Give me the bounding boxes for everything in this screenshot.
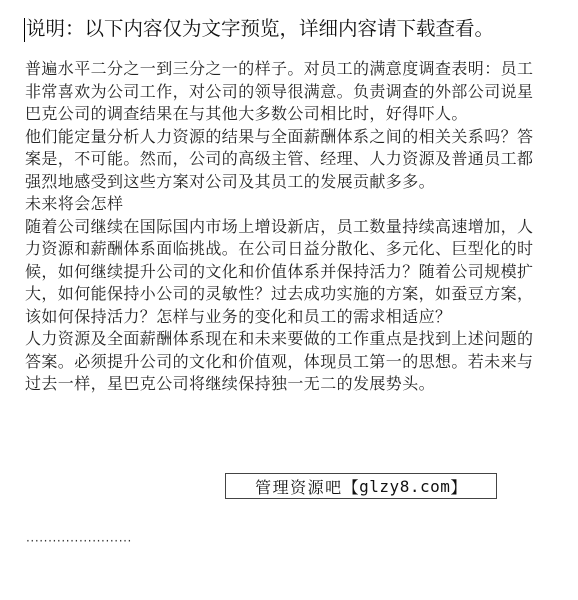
watermark-name: 管理资源吧 — [255, 477, 343, 497]
preview-notice: 说明：以下内容仅为文字预览，详细内容请下载查看。 — [26, 17, 495, 40]
text-cursor — [24, 18, 25, 42]
paragraph-challenges: 随着公司继续在国际国内市场上增设新店，员工数量持续高速增加，人力资源和薪酬体系面临挑战。在公司日益分散化、多元化、巨型化的时候，如何继续提升公司的文化和价值体系并保持活力？随着公司规模扩大，如何能保持小公司的灵敏性？过去成功实施的方案，如蚕豆方案，该如何保持活力？怎样与业务的变化和员工的需求相适应？ — [25, 216, 534, 326]
paragraph-correlation: 他们能定量分析人力资源的结果与全面薪酬体系之间的相关关系吗？答案是，不可能。然而，公司的高级主管、经理、人力资源及普通员工都强烈地感受到这些方案对公司及其员工的发展贡献多多。 — [25, 126, 534, 191]
paragraph-satisfaction: 普遍水平二分之一到三分之一的样子。对员工的满意度调查表明：员工非常喜欢为公司工作，对公司的领导很满意。负责调查的外部公司说星巴克公司的调查结果在与其他大多数公司相比时，好得吓人。 — [25, 59, 534, 123]
document-body — [25, 58, 545, 396]
watermark-bracket-close: 】 — [450, 477, 467, 497]
watermark-badge — [225, 473, 497, 499]
watermark-bracket-open: 【 — [342, 477, 360, 497]
ellipsis-dots: ························ — [26, 534, 132, 548]
paragraph-focus: 人力资源及全面薪酬体系现在和未来要做的工作重点是找到上述问题的答案。必须提升公司的文化和价值观，体现员工第一的思想。若未来与过去一样，星巴克公司将继续保持独一无二的发展势头。 — [25, 329, 534, 393]
watermark-site: glzy8.com — [359, 476, 451, 496]
section-heading-future: 未来将会怎样 — [25, 194, 124, 213]
